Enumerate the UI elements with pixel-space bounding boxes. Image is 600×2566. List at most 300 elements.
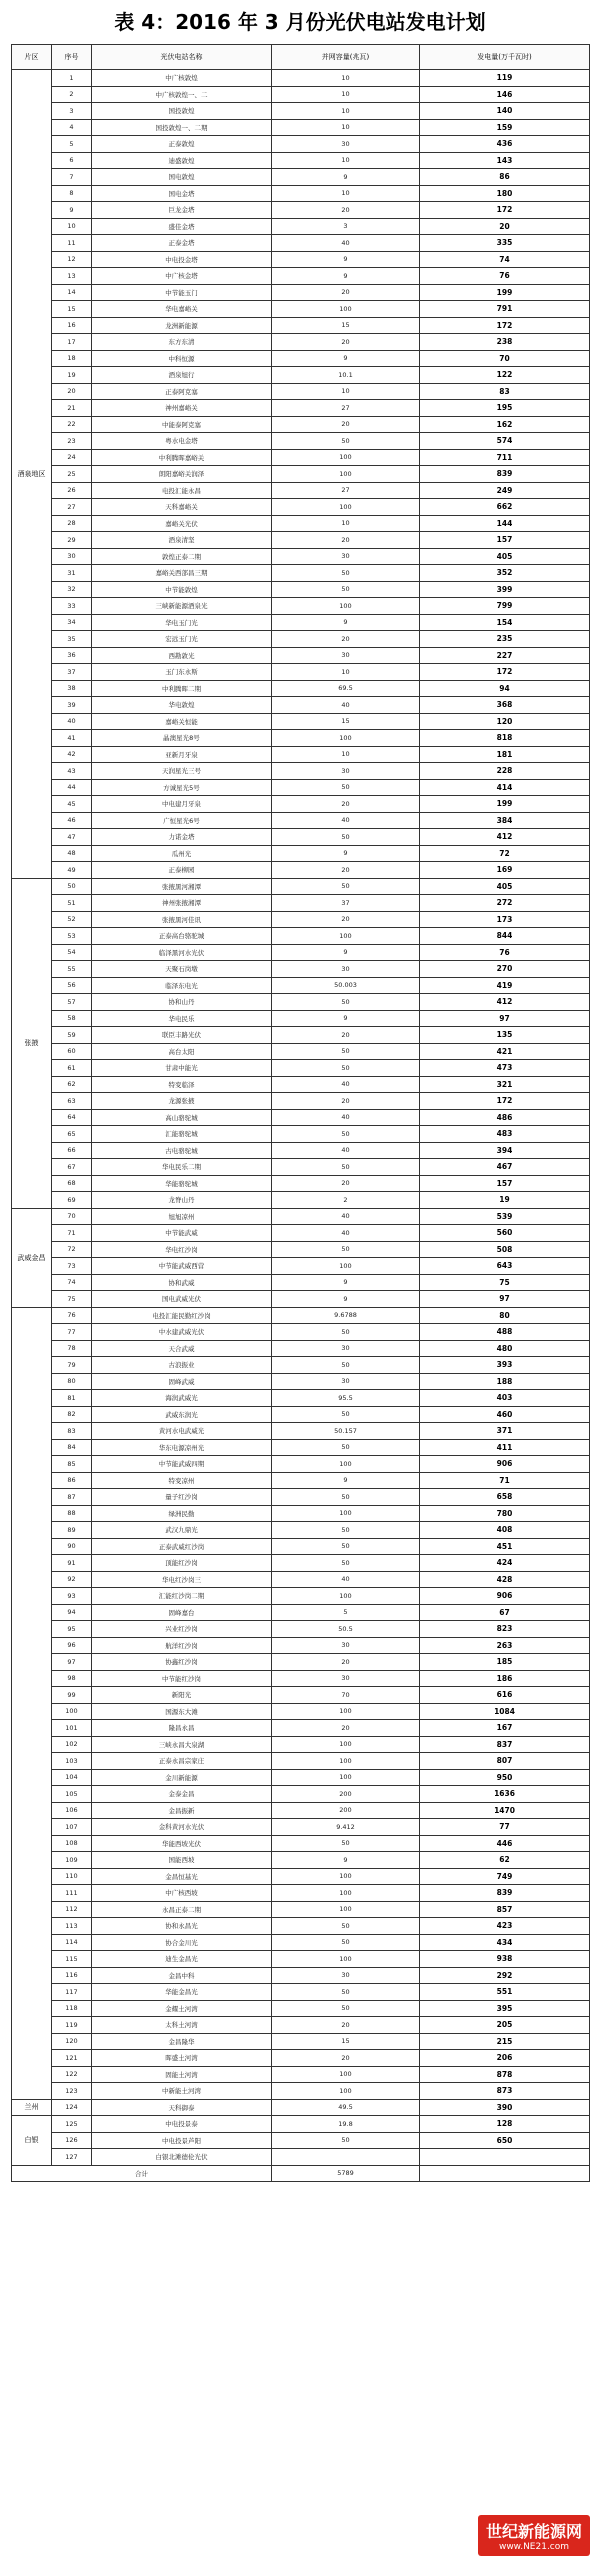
capacity-cell: 100	[272, 1703, 420, 1720]
table-row	[12, 1241, 590, 1258]
generation-cell: 205	[420, 2017, 590, 2034]
generation-cell: 873	[420, 2083, 590, 2100]
station-name-cell: 正泰敦煌	[92, 136, 272, 153]
station-name-cell: 华能金昌光	[92, 1984, 272, 2001]
station-name-cell: 电投汇能永昌	[92, 482, 272, 499]
seq-cell: 62	[52, 1076, 92, 1093]
seq-cell: 84	[52, 1439, 92, 1456]
seq-cell: 87	[52, 1489, 92, 1506]
station-name-cell: 正泰永昌宗家庄	[92, 1753, 272, 1770]
station-name-cell: 方诚星光5号	[92, 779, 272, 796]
generation-cell: 188	[420, 1373, 590, 1390]
capacity-cell: 9	[272, 350, 420, 367]
table-row	[12, 1456, 590, 1473]
generation-cell: 77	[420, 1819, 590, 1836]
station-name-cell: 电投汇能民勤红沙岗	[92, 1307, 272, 1324]
generation-cell: 950	[420, 1769, 590, 1786]
capacity-cell: 10	[272, 746, 420, 763]
table-row	[12, 482, 590, 499]
capacity-cell: 9	[272, 1010, 420, 1027]
table-row	[12, 1654, 590, 1671]
generation-cell: 181	[420, 746, 590, 763]
generation-cell: 227	[420, 647, 590, 664]
generation-cell: 185	[420, 1654, 590, 1671]
table-row	[12, 1951, 590, 1968]
table-row	[12, 1027, 590, 1044]
table-row	[12, 2083, 590, 2100]
capacity-cell: 200	[272, 1802, 420, 1819]
generation-cell: 411	[420, 1439, 590, 1456]
generation-cell: 173	[420, 911, 590, 928]
table-row	[12, 284, 590, 301]
region-cell: 张掖	[12, 878, 52, 1208]
capacity-cell: 9	[272, 268, 420, 285]
station-name-cell: 高山骆驼城	[92, 1109, 272, 1126]
generation-cell: 658	[420, 1489, 590, 1506]
generation-cell: 539	[420, 1208, 590, 1225]
table-row	[12, 416, 590, 433]
station-name-cell: 国电武威光伏	[92, 1291, 272, 1308]
total-capacity: 5789	[272, 2165, 420, 2181]
seq-cell: 72	[52, 1241, 92, 1258]
generation-cell: 791	[420, 301, 590, 318]
station-name-cell: 晖盛土河湾	[92, 2050, 272, 2067]
capacity-cell: 10.1	[272, 367, 420, 384]
capacity-cell: 20	[272, 334, 420, 351]
generation-cell: 146	[420, 86, 590, 103]
capacity-cell: 9	[272, 944, 420, 961]
seq-cell: 18	[52, 350, 92, 367]
table-row	[12, 1225, 590, 1242]
station-name-cell: 金川新能源	[92, 1769, 272, 1786]
generation-cell: 249	[420, 482, 590, 499]
table-row	[12, 713, 590, 730]
station-name-cell: 酒泉清坚	[92, 532, 272, 549]
table-row	[12, 928, 590, 945]
generation-cell: 807	[420, 1753, 590, 1770]
station-name-cell: 国投敦煌	[92, 103, 272, 120]
station-name-cell: 嘉峪关光伏	[92, 515, 272, 532]
seq-cell: 67	[52, 1159, 92, 1176]
generation-cell: 878	[420, 2066, 590, 2083]
capacity-cell: 19.8	[272, 2116, 420, 2133]
region-cell	[12, 1307, 52, 2099]
seq-cell: 58	[52, 1010, 92, 1027]
generation-cell: 906	[420, 1588, 590, 1605]
seq-cell: 24	[52, 449, 92, 466]
table-row	[12, 1093, 590, 1110]
table-row	[12, 185, 590, 202]
station-name-cell: 瓜州光	[92, 845, 272, 862]
table-row	[12, 2099, 590, 2116]
station-name-cell: 协和武威	[92, 1274, 272, 1291]
table-row	[12, 1472, 590, 1489]
seq-cell: 40	[52, 713, 92, 730]
seq-cell: 86	[52, 1472, 92, 1489]
capacity-cell: 50	[272, 1555, 420, 1572]
seq-cell: 44	[52, 779, 92, 796]
capacity-cell: 30	[272, 763, 420, 780]
station-name-cell: 华电嘉峪关	[92, 301, 272, 318]
seq-cell: 17	[52, 334, 92, 351]
table-row	[12, 466, 590, 483]
generation-cell: 428	[420, 1571, 590, 1588]
table-row	[12, 1357, 590, 1374]
generation-cell: 560	[420, 1225, 590, 1242]
table-row	[12, 1720, 590, 1737]
header-name: 光伏电站名称	[92, 45, 272, 70]
seq-cell: 51	[52, 895, 92, 912]
station-name-cell: 顶能红沙岗	[92, 1555, 272, 1572]
total-generation	[420, 2165, 590, 2181]
table-row	[12, 614, 590, 631]
seq-cell: 29	[52, 532, 92, 549]
capacity-cell: 50	[272, 1984, 420, 2001]
station-name-cell: 华电玉门光	[92, 614, 272, 631]
capacity-cell: 100	[272, 1951, 420, 1968]
table-row	[12, 730, 590, 747]
generation-cell: 135	[420, 1027, 590, 1044]
station-name-cell: 国电金塔	[92, 185, 272, 202]
seq-cell: 35	[52, 631, 92, 648]
table-row	[12, 647, 590, 664]
station-name-cell: 金昌中科	[92, 1967, 272, 1984]
station-name-cell: 协和山丹	[92, 994, 272, 1011]
table-row	[12, 944, 590, 961]
seq-cell: 124	[52, 2099, 92, 2116]
capacity-cell: 100	[272, 598, 420, 615]
generation-cell: 144	[420, 515, 590, 532]
station-name-cell: 金耀土河湾	[92, 2000, 272, 2017]
station-name-cell: 固峰武威	[92, 1373, 272, 1390]
station-name-cell: 中科恒源	[92, 350, 272, 367]
table-row	[12, 1984, 590, 2001]
capacity-cell: 50	[272, 2000, 420, 2017]
station-name-cell: 汇能红沙岗二期	[92, 1588, 272, 1605]
table-row	[12, 235, 590, 252]
seq-cell: 127	[52, 2149, 92, 2166]
table-row	[12, 1571, 590, 1588]
station-name-cell: 中利腾晖二期	[92, 680, 272, 697]
capacity-cell: 50	[272, 1406, 420, 1423]
station-name-cell: 金科黄河水光伏	[92, 1819, 272, 1836]
region-cell: 兰州	[12, 2099, 52, 2116]
generation-cell: 412	[420, 829, 590, 846]
seq-cell: 20	[52, 383, 92, 400]
table-row	[12, 367, 590, 384]
capacity-cell: 50	[272, 565, 420, 582]
table-row	[12, 86, 590, 103]
station-name-cell: 中新能土河湾	[92, 2083, 272, 2100]
table-title: 表 4：2016 年 3 月份光伏电站发电计划	[114, 10, 486, 34]
capacity-cell: 2	[272, 1192, 420, 1209]
seq-cell: 32	[52, 581, 92, 598]
generation-cell: 643	[420, 1258, 590, 1275]
capacity-cell: 10	[272, 86, 420, 103]
capacity-cell: 40	[272, 235, 420, 252]
table-row	[12, 1753, 590, 1770]
capacity-cell: 50	[272, 581, 420, 598]
capacity-cell: 15	[272, 317, 420, 334]
capacity-cell: 50	[272, 829, 420, 846]
station-name-cell: 华电民乐	[92, 1010, 272, 1027]
station-name-cell: 国电敦煌	[92, 169, 272, 186]
seq-cell: 100	[52, 1703, 92, 1720]
generation-cell: 238	[420, 334, 590, 351]
watermark-name: 世纪新能源网	[485, 2522, 582, 2541]
table-row	[12, 449, 590, 466]
capacity-cell: 50	[272, 2132, 420, 2149]
generation-cell: 399	[420, 581, 590, 598]
table-row	[12, 1852, 590, 1869]
station-name-cell: 临泽黑河水光伏	[92, 944, 272, 961]
station-name-cell: 龙洲新能源	[92, 317, 272, 334]
generation-cell: 172	[420, 664, 590, 681]
seq-cell: 61	[52, 1060, 92, 1077]
capacity-cell: 30	[272, 647, 420, 664]
seq-cell: 103	[52, 1753, 92, 1770]
station-name-cell: 玉门东永斯	[92, 664, 272, 681]
generation-cell: 335	[420, 235, 590, 252]
generation-cell: 272	[420, 895, 590, 912]
capacity-cell: 50	[272, 1489, 420, 1506]
seq-cell: 75	[52, 1291, 92, 1308]
table-row	[12, 779, 590, 796]
station-name-cell: 中广核金塔	[92, 268, 272, 285]
capacity-cell: 100	[272, 1753, 420, 1770]
seq-cell: 56	[52, 977, 92, 994]
table-row	[12, 1786, 590, 1803]
generation-cell: 616	[420, 1687, 590, 1704]
station-name-cell: 金昌恒基光	[92, 1868, 272, 1885]
seq-cell: 19	[52, 367, 92, 384]
table-row	[12, 1010, 590, 1027]
station-name-cell: 广恒星光6号	[92, 812, 272, 829]
seq-cell: 66	[52, 1142, 92, 1159]
station-name-cell: 中广核敦煌	[92, 70, 272, 87]
seq-cell: 43	[52, 763, 92, 780]
generation-cell: 662	[420, 499, 590, 516]
generation-cell: 434	[420, 1934, 590, 1951]
seq-cell: 27	[52, 499, 92, 516]
table-row	[12, 301, 590, 318]
generation-cell: 393	[420, 1357, 590, 1374]
capacity-cell: 50	[272, 1522, 420, 1539]
total-label: 合计	[12, 2165, 272, 2181]
capacity-cell: 100	[272, 1868, 420, 1885]
table-row	[12, 433, 590, 450]
capacity-cell: 50	[272, 1538, 420, 1555]
station-name-cell: 金昌振新	[92, 1802, 272, 1819]
generation-cell: 421	[420, 1043, 590, 1060]
table-row	[12, 697, 590, 714]
capacity-cell: 20	[272, 631, 420, 648]
table-row	[12, 1835, 590, 1852]
capacity-cell: 30	[272, 1373, 420, 1390]
station-name-cell: 朗阳嘉峪关润泽	[92, 466, 272, 483]
station-name-cell: 中电投金塔	[92, 251, 272, 268]
generation-cell: 451	[420, 1538, 590, 1555]
table-row	[12, 334, 590, 351]
generation-cell: 483	[420, 1126, 590, 1143]
seq-cell: 81	[52, 1390, 92, 1407]
generation-cell: 906	[420, 1456, 590, 1473]
seq-cell: 47	[52, 829, 92, 846]
generation-cell: 169	[420, 862, 590, 879]
capacity-cell: 9.412	[272, 1819, 420, 1836]
generation-cell: 199	[420, 796, 590, 813]
capacity-cell: 20	[272, 202, 420, 219]
table-row	[12, 1159, 590, 1176]
table-row	[12, 1736, 590, 1753]
capacity-cell: 9	[272, 614, 420, 631]
generation-cell: 72	[420, 845, 590, 862]
seq-cell: 7	[52, 169, 92, 186]
station-name-cell: 古浪振业	[92, 1357, 272, 1374]
generation-cell: 143	[420, 152, 590, 169]
capacity-cell: 20	[272, 2017, 420, 2034]
station-name-cell: 航洋红沙岗	[92, 1637, 272, 1654]
table-row	[12, 829, 590, 846]
table-row	[12, 1175, 590, 1192]
capacity-cell: 9	[272, 251, 420, 268]
table-row	[12, 961, 590, 978]
table-row	[12, 994, 590, 1011]
table-row	[12, 350, 590, 367]
generation-cell: 270	[420, 961, 590, 978]
generation-cell: 467	[420, 1159, 590, 1176]
seq-cell: 4	[52, 119, 92, 136]
generation-cell: 352	[420, 565, 590, 582]
table-row	[12, 383, 590, 400]
station-name-cell: 华电红沙岗	[92, 1241, 272, 1258]
watermark-url: www.NE21.com	[498, 2542, 570, 2552]
table-row	[12, 136, 590, 153]
table-row	[12, 251, 590, 268]
table-row	[12, 218, 590, 235]
station-name-cell: 联臣丰路光伏	[92, 1027, 272, 1044]
capacity-cell: 20	[272, 1175, 420, 1192]
seq-cell: 77	[52, 1324, 92, 1341]
table-row	[12, 1489, 590, 1506]
capacity-cell: 20	[272, 796, 420, 813]
generation-cell: 154	[420, 614, 590, 631]
table-row	[12, 1340, 590, 1357]
table-row	[12, 878, 590, 895]
table-body	[12, 70, 590, 2182]
station-name-cell: 特变凉州	[92, 1472, 272, 1489]
seq-cell: 101	[52, 1720, 92, 1737]
station-name-cell: 华东电源凉州光	[92, 1439, 272, 1456]
generation-cell: 799	[420, 598, 590, 615]
table-row	[12, 499, 590, 516]
capacity-cell: 20	[272, 911, 420, 928]
seq-cell: 74	[52, 1274, 92, 1291]
seq-cell: 113	[52, 1918, 92, 1935]
generation-cell: 446	[420, 1835, 590, 1852]
seq-cell: 31	[52, 565, 92, 582]
station-name-cell: 正泰高台骆驼城	[92, 928, 272, 945]
capacity-cell: 10	[272, 664, 420, 681]
table-row	[12, 2050, 590, 2067]
table-row	[12, 1060, 590, 1077]
capacity-cell: 50	[272, 1835, 420, 1852]
table-row	[12, 1621, 590, 1638]
seq-cell: 25	[52, 466, 92, 483]
generation-cell: 394	[420, 1142, 590, 1159]
seq-cell: 111	[52, 1885, 92, 1902]
seq-cell: 15	[52, 301, 92, 318]
capacity-cell: 40	[272, 1571, 420, 1588]
capacity-cell: 70	[272, 1687, 420, 1704]
table-row	[12, 1819, 590, 1836]
station-name-cell: 天科嘉峪关	[92, 499, 272, 516]
table-row	[12, 746, 590, 763]
table-row	[12, 1555, 590, 1572]
table-row	[12, 911, 590, 928]
seq-cell: 3	[52, 103, 92, 120]
station-name-cell: 神州嘉峪关	[92, 400, 272, 417]
capacity-cell: 50	[272, 433, 420, 450]
station-name-cell: 华能西坡光伏	[92, 1835, 272, 1852]
station-name-cell: 正泰柳园	[92, 862, 272, 879]
seq-cell: 104	[52, 1769, 92, 1786]
seq-cell: 91	[52, 1555, 92, 1572]
capacity-cell: 9	[272, 1291, 420, 1308]
generation-cell: 76	[420, 268, 590, 285]
generation-cell: 76	[420, 944, 590, 961]
seq-cell: 9	[52, 202, 92, 219]
table-row	[12, 1703, 590, 1720]
generation-cell: 780	[420, 1505, 590, 1522]
table-row	[12, 1522, 590, 1539]
generation-cell: 86	[420, 169, 590, 186]
seq-cell: 107	[52, 1819, 92, 1836]
table-row	[12, 1390, 590, 1407]
station-name-cell: 武汉九鼎光	[92, 1522, 272, 1539]
generation-cell: 128	[420, 2116, 590, 2133]
capacity-cell: 20	[272, 2050, 420, 2067]
seq-cell: 110	[52, 1868, 92, 1885]
seq-cell: 70	[52, 1208, 92, 1225]
capacity-cell: 15	[272, 713, 420, 730]
seq-cell: 95	[52, 1621, 92, 1638]
station-name-cell: 中广核西坡	[92, 1885, 272, 1902]
station-name-cell: 兴业红沙岗	[92, 1621, 272, 1638]
station-name-cell: 协合金川光	[92, 1934, 272, 1951]
generation-cell: 292	[420, 1967, 590, 1984]
capacity-cell: 50	[272, 1918, 420, 1935]
capacity-cell: 30	[272, 1967, 420, 1984]
station-name-cell: 迪生金昌光	[92, 1951, 272, 1968]
seq-cell: 52	[52, 911, 92, 928]
capacity-cell: 27	[272, 400, 420, 417]
generation-cell: 122	[420, 367, 590, 384]
generation-cell: 1084	[420, 1703, 590, 1720]
station-name-cell: 海润武威光	[92, 1390, 272, 1407]
capacity-cell: 37	[272, 895, 420, 912]
seq-cell: 26	[52, 482, 92, 499]
generation-cell: 75	[420, 1274, 590, 1291]
table-row	[12, 1802, 590, 1819]
seq-cell: 105	[52, 1786, 92, 1803]
capacity-cell: 50	[272, 1043, 420, 1060]
generation-cell: 844	[420, 928, 590, 945]
station-name-cell: 中节能红沙岗	[92, 1670, 272, 1687]
table-row	[12, 400, 590, 417]
station-name-cell: 甘肃中能光	[92, 1060, 272, 1077]
station-name-cell: 中节能武威西营	[92, 1258, 272, 1275]
